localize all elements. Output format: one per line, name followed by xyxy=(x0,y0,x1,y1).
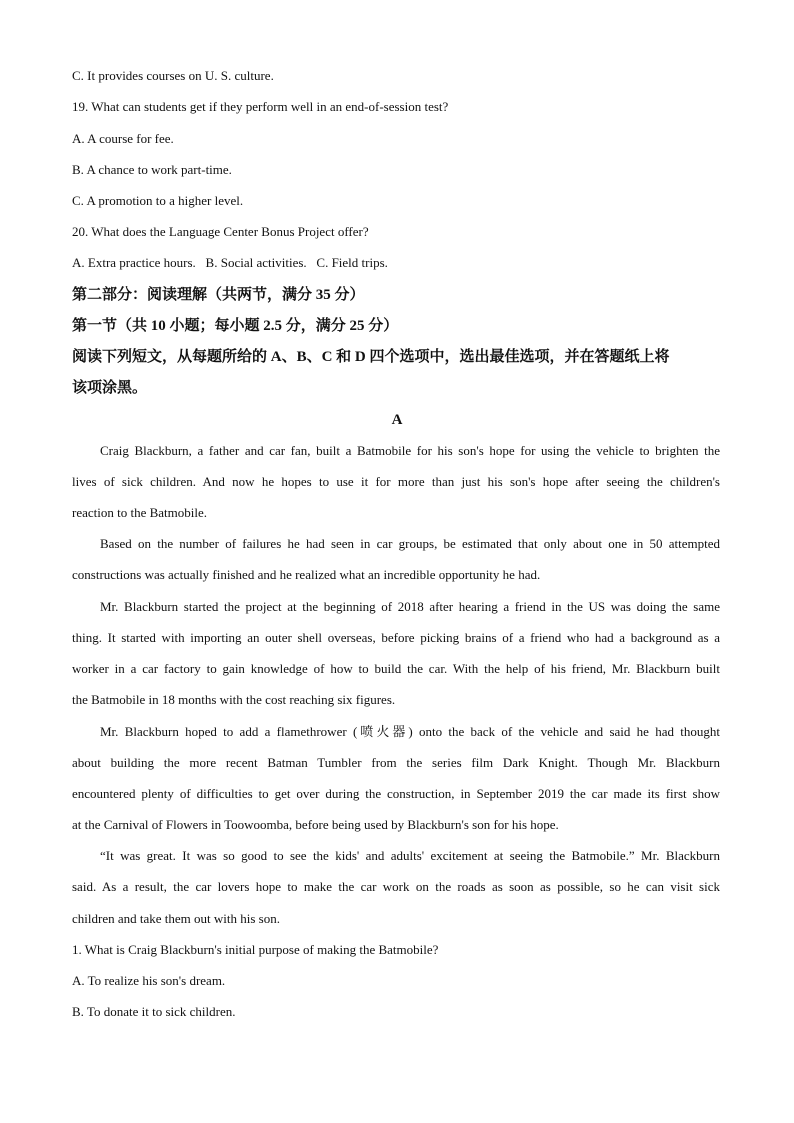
passage-line: lives of sick children. And now he hopes to use it for more than just his son's hope after seeing the children's xyxy=(72,474,720,489)
q19-option-b: B. A chance to work part-time. xyxy=(72,162,232,177)
passage-line: constructions was actually finished and he realized what an incredible opportunity he had. xyxy=(72,567,541,582)
passage-line: about building the more recent Batman Tumbler from the series film Dark Knight. Though Mr. Blackburn xyxy=(72,755,720,770)
passage-line: Craig Blackburn, a father and car fan, built a Batmobile for his son's hope for using the vehicle to brighten the xyxy=(100,443,720,458)
passage-line: the Batmobile in 18 months with the cost reaching six figures. xyxy=(72,692,396,707)
passage-line: Mr. Blackburn started the project at the beginning of 2018 after hearing a friend in the US was doing the same xyxy=(100,599,720,614)
passage-line: children and take them out with his son. xyxy=(72,911,280,926)
q19-option-a: A. A course for fee. xyxy=(72,131,174,146)
passage-line: Based on the number of failures he had seen in car groups, be estimated that only about one in 50 attempted xyxy=(100,536,720,551)
q1-option-a: A. To realize his son's dream. xyxy=(72,973,226,988)
part2-heading: 第二部分：阅读理解（共两节，满分 35 分） xyxy=(72,287,365,303)
passage-line: Mr. Blackburn hoped to add a flamethrower (喷火器) onto the back of the vehicle and said he had thought xyxy=(100,724,720,739)
q20-options: A. Extra practice hours. B. Social activities. C. Field trips. xyxy=(72,255,388,270)
passage-line: worker in a car factory to gain knowledge of how to build the car. With the help of his friend, Mr. Blackburn built xyxy=(72,661,720,676)
q1-option-b: B. To donate it to sick children. xyxy=(72,1004,236,1019)
q20-question: 20. What does the Language Center Bonus Project offer? xyxy=(72,224,369,239)
passage-line: at the Carnival of Flowers in Toowoomba, before being used by Blackburn's son for his hope. xyxy=(72,817,559,832)
section1-heading: 第一节（共 10 小题；每小题 2.5 分，满分 25 分） xyxy=(72,318,399,334)
q19-option-c: C. A promotion to a higher level. xyxy=(72,193,244,208)
q19-question: 19. What can students get if they perform well in an end-of-session test? xyxy=(72,99,449,114)
passage-line: reaction to the Batmobile. xyxy=(72,505,208,520)
passage-title: A xyxy=(391,412,403,428)
instruction-line-1: 阅读下列短文，从每题所给的 A、B、C 和 D 四个选项中，选出最佳选项，并在答题纸上将 xyxy=(72,349,670,365)
passage-line: “It was great. It was so good to see the kids' and adults' excitement at seeing the Batmobile.” Mr. Blackburn xyxy=(100,848,720,863)
instruction-line-2: 该项涂黑。 xyxy=(72,380,148,396)
passage-line: said. As a result, the car lovers hope to make the car work on the roads as soon as possible, so he can visit sick xyxy=(72,879,720,894)
passage-line: encountered plenty of difficulties to get over during the construction, in September 2019 the car made its first show xyxy=(72,786,720,801)
q1-question: 1. What is Craig Blackburn's initial purpose of making the Batmobile? xyxy=(72,942,439,957)
q18-option-c: C. It provides courses on U. S. culture. xyxy=(72,68,274,83)
passage-line: thing. It started with importing an outer shell overseas, before picking brains of a friend who had a background as a xyxy=(72,630,720,645)
